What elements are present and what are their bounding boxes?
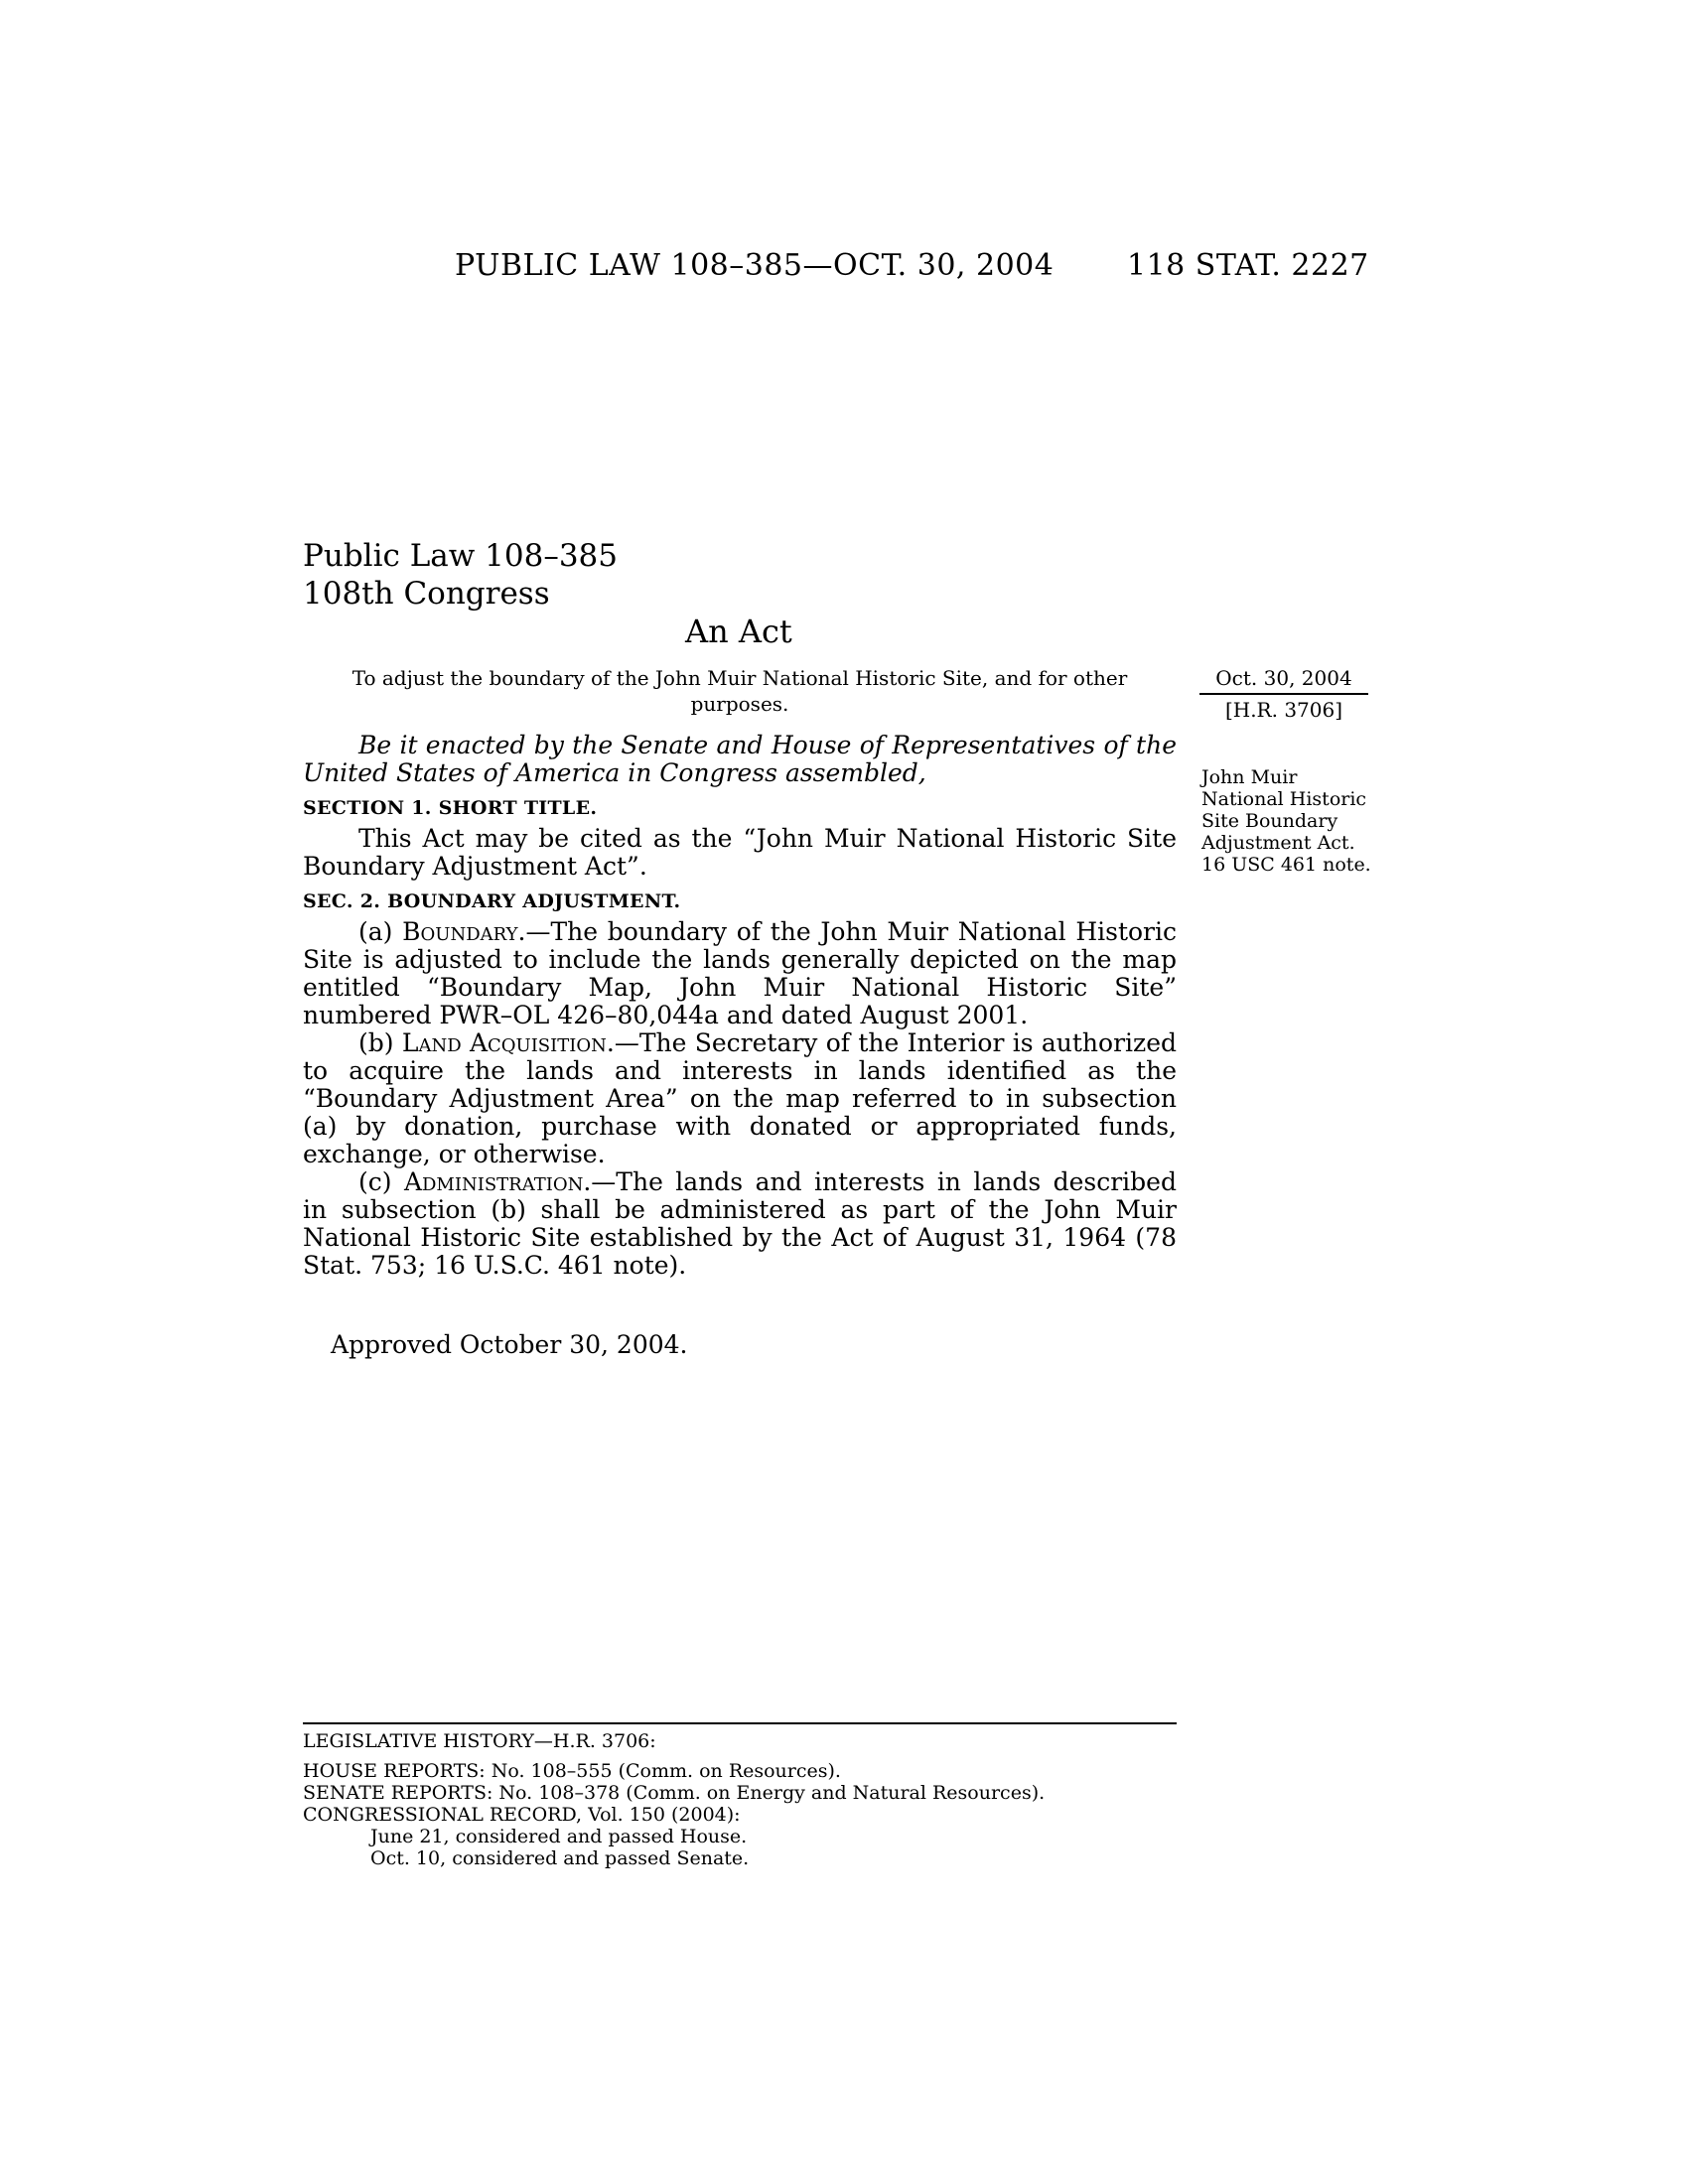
enacting-clause: Be it enacted by the Senate and House of Representatives of the United States of America in Congress assembled, [303, 731, 1177, 787]
section-2-heading: SEC. 2. BOUNDARY ADJUSTMENT. [303, 890, 681, 912]
subsection-c-caption: Administration [403, 1167, 584, 1196]
subsection-b-caption: Land Acquisition [401, 1028, 607, 1057]
approval-statement: Approved October 30, 2004. [331, 1330, 688, 1359]
long-title: To adjust the boundary of the John Muir National Historic Site, and for other purposes. [352, 666, 1128, 716]
house-action: June 21, considered and passed House. [370, 1826, 748, 1847]
house-reports: HOUSE REPORTS: No. 108–555 (Comm. on Resources). [303, 1760, 841, 1782]
margin-note-line: Adjustment Act. [1201, 832, 1355, 854]
subsection-b-label: (b) [358, 1028, 402, 1057]
senate-reports: SENATE REPORTS: No. 108–378 (Comm. on Energy and Natural Resources). [303, 1782, 1046, 1804]
public-law-number: Public Law 108–385 [303, 538, 619, 574]
subsection-b-text: .—The Secretary of the Interior is authorized to acquire the lands and interests in lands identified as the “Boundary Adjustment Area” on the map referred to in subsection (a) by donation, purchase with donated or appropriated funds, exchange, or otherwise. [303, 1028, 1177, 1168]
congressional-record: CONGRESSIONAL RECORD, Vol. 150 (2004): [303, 1804, 741, 1826]
margin-date: Oct. 30, 2004 [1199, 665, 1368, 695]
section-1-heading: SECTION 1. SHORT TITLE. [303, 797, 598, 819]
margin-bill-number: [H.R. 3706] [1224, 698, 1343, 722]
section-1-text: This Act may be cited as the “John Muir National Historic Site Boundary Adjustment Act”. [303, 824, 1177, 881]
subsection-c-label: (c) [358, 1167, 404, 1196]
margin-note [1201, 766, 1380, 876]
margin-note-line: 16 USC 461 note. [1201, 854, 1371, 876]
margin-note-line: National Historic [1201, 788, 1367, 810]
subsection-a-caption: Boundary [402, 917, 518, 946]
running-head-page: 118 STAT. 2227 [1127, 248, 1369, 283]
running-head-title: PUBLIC LAW 108–385—OCT. 30, 2004 [455, 248, 1055, 283]
act-body [303, 732, 1177, 1280]
legislative-history-divider [303, 1722, 1177, 1724]
act-heading: An Act [685, 613, 792, 650]
margin-note-line: Site Boundary [1201, 810, 1338, 832]
senate-action: Oct. 10, considered and passed Senate. [370, 1847, 750, 1869]
subsection-b [303, 1029, 1177, 1168]
legislative-history [303, 1730, 1196, 1869]
subsection-a-text: .—The boundary of the John Muir National Historic Site is adjusted to include the lands generally depicted on the map entitled “Boundary Map, John Muir National Historic Site” numbered PWR–OL 426–80,044a and dated August 2001. [303, 917, 1178, 1029]
subsection-c-text: .—The lands and interests in lands described in subsection (b) shall be administered as part of the John Muir National Historic Site established by the Act of August 31, 1964 (78 Stat. 753; 16 U.S.C. 461 note). [303, 1167, 1177, 1280]
legislative-history-title: LEGISLATIVE HISTORY—H.R. 3706: [303, 1730, 656, 1752]
subsection-a [303, 918, 1177, 1029]
congress-label: 108th Congress [303, 576, 550, 612]
margin-note-line: John Muir [1201, 766, 1298, 788]
subsection-a-label: (a) [358, 917, 403, 946]
subsection-c [303, 1168, 1177, 1280]
